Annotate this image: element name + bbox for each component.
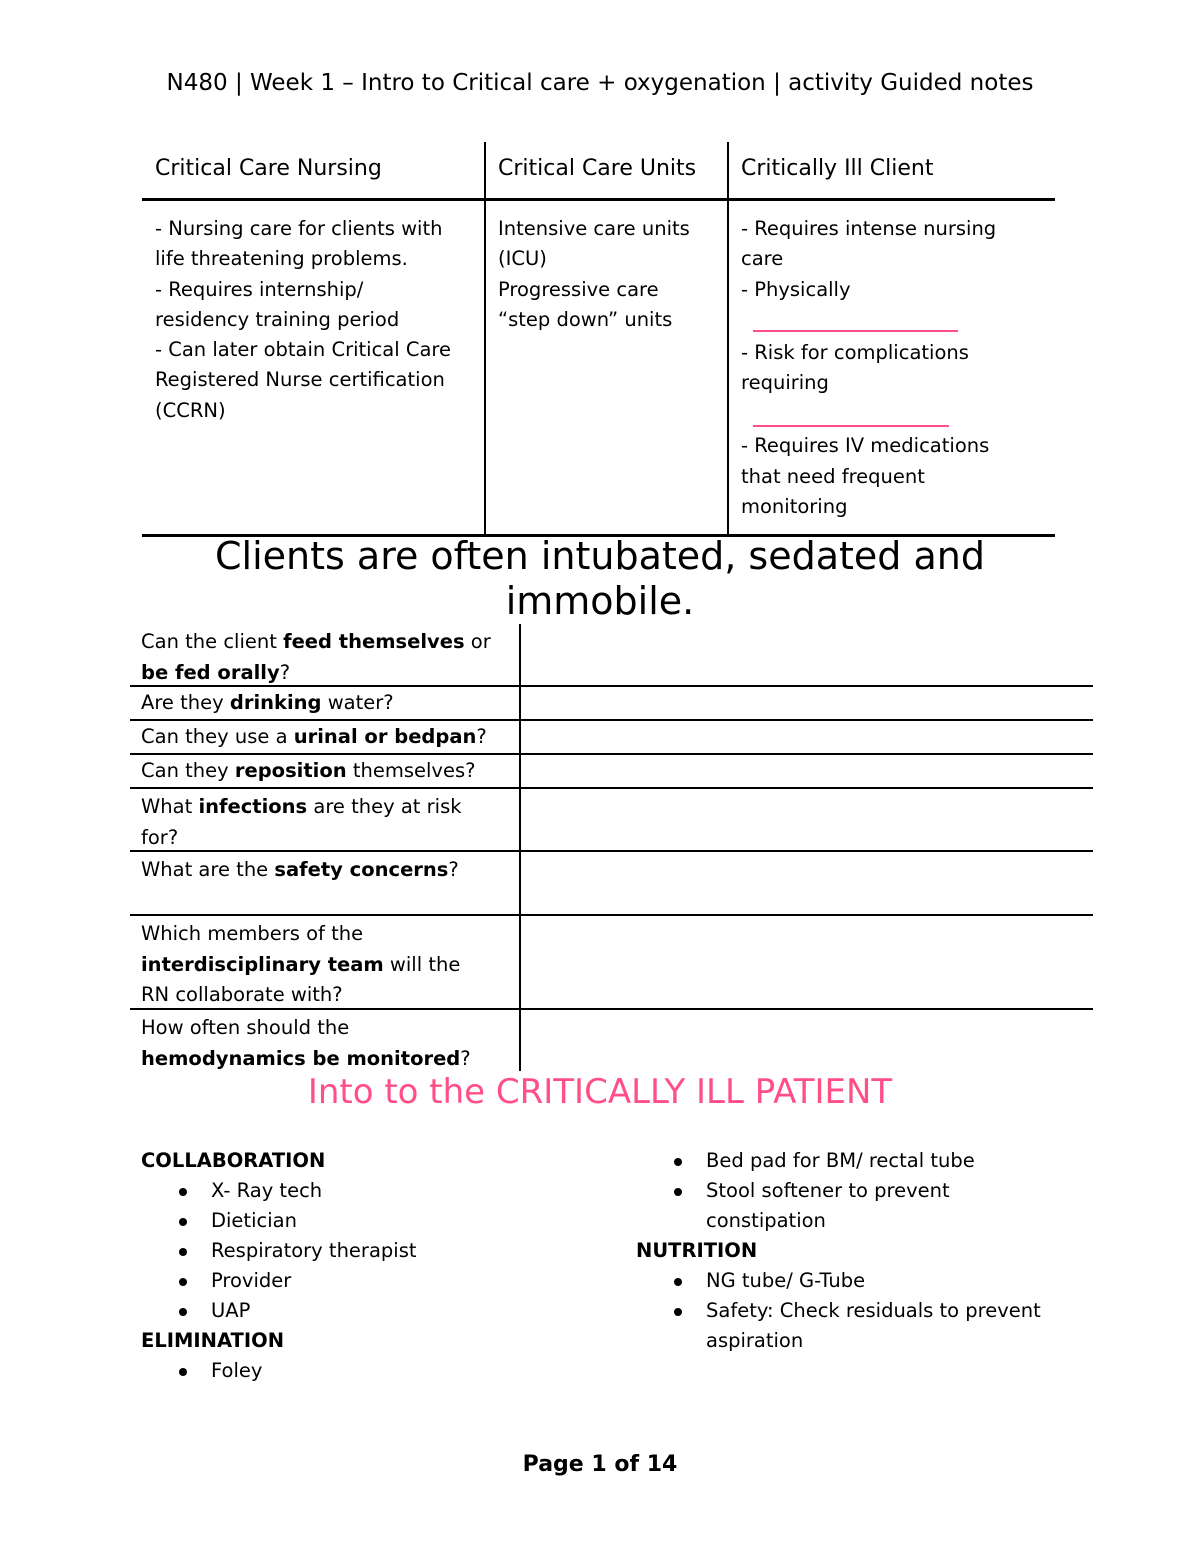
table-row [130,687,1093,721]
document-title: N480 | Week 1 – Intro to Critical care + oxygenation | activity Guided notes [166,70,1034,96]
body-line: - Requires intense nursing [741,217,997,240]
question-cell: Which members of the interdisciplinary team will the RN collaborate with? [141,922,461,1006]
fill-in-spacer [741,305,1047,338]
body-line: - Physically [741,277,851,301]
list-item: Safety: Check residuals to prevent [636,1296,1041,1326]
table-row [130,852,1093,916]
column-critically-ill-client [727,142,1055,534]
question-cell: How often should the hemodynamics be monitored? [141,1016,471,1070]
question-cell: Are they drinking water? [141,691,394,714]
list-item: Provider [141,1266,417,1296]
list-item: Stool softener to prevent [636,1176,1041,1206]
headline [0,534,1200,624]
question-cell: What are the safety concerns? [141,858,459,881]
body-line: Registered Nurse certification [155,368,445,392]
column-heading: Critical Care Units [498,156,697,181]
question-cell: Can the client feed themselves or be fed orally? [141,630,491,684]
table-row [130,721,1093,755]
body-line: (ICU) [498,247,547,271]
list-column-left [141,1146,417,1386]
list-item: X- Ray tech [141,1176,417,1206]
question-cell: What infections are they at risk for? [141,795,462,849]
table-row [130,1010,1093,1072]
category-elimination: ELIMINATION [141,1329,285,1352]
table-row [130,789,1093,852]
list-item-continuation: aspiration [706,1329,804,1352]
section-title: Into to the CRITICALLY ILL PATIENT [307,1072,893,1112]
body-line: “step down” units [498,307,673,331]
fill-in-blank-line[interactable] [753,330,958,332]
column-heading: Critical Care Nursing [155,156,382,181]
headline-line: immobile. [505,579,695,623]
list-item: Dietician [141,1206,417,1236]
body-line: - Nursing care for clients with [155,217,443,240]
fill-in-blank-line[interactable] [753,425,949,427]
overview-table [142,142,1055,537]
body-line: that need frequent [741,464,925,488]
list-item: Respiratory therapist [141,1236,417,1266]
body-line: care [741,247,784,271]
body-line: (CCRN) [155,398,226,422]
question-cell: Can they use a urinal or bedpan? [141,725,487,748]
body-line: - Requires internship/ [155,277,364,301]
list-item: UAP [141,1296,417,1326]
headline-line: Clients are often intubated, sedated and [215,534,985,578]
body-line: - Can later obtain Critical Care [155,338,452,362]
list-item: NG tube/ G-Tube [636,1266,1041,1296]
category-collaboration: COLLABORATION [141,1149,326,1172]
column-body [741,214,1047,522]
list-item: Foley [141,1356,417,1386]
list-item: Bed pad for BM/ rectal tube [636,1146,1041,1176]
body-line: monitoring [741,495,848,519]
body-line: requiring [741,371,829,395]
body-line: - Risk for complications [741,340,969,364]
body-line: life threatening problems. [155,247,408,271]
column-critical-care-nursing [142,142,484,534]
body-line: Intensive care units [498,217,690,240]
column-body [498,214,719,335]
table-row [130,755,1093,789]
table-row [130,624,1093,687]
body-line: - Requires IV medications [741,434,990,458]
page-number: Page 1 of 14 [522,1452,678,1477]
body-line: residency training period [155,307,400,331]
question-cell: Can they reposition themselves? [141,759,476,782]
category-nutrition: NUTRITION [636,1239,758,1262]
column-critical-care-units [484,142,727,534]
table-row [130,916,1093,1010]
column-heading: Critically Ill Client [741,156,934,181]
body-line: Progressive care [498,277,659,301]
column-body [155,214,476,426]
list-column-right [636,1146,1041,1356]
list-item-continuation: constipation [706,1209,826,1232]
